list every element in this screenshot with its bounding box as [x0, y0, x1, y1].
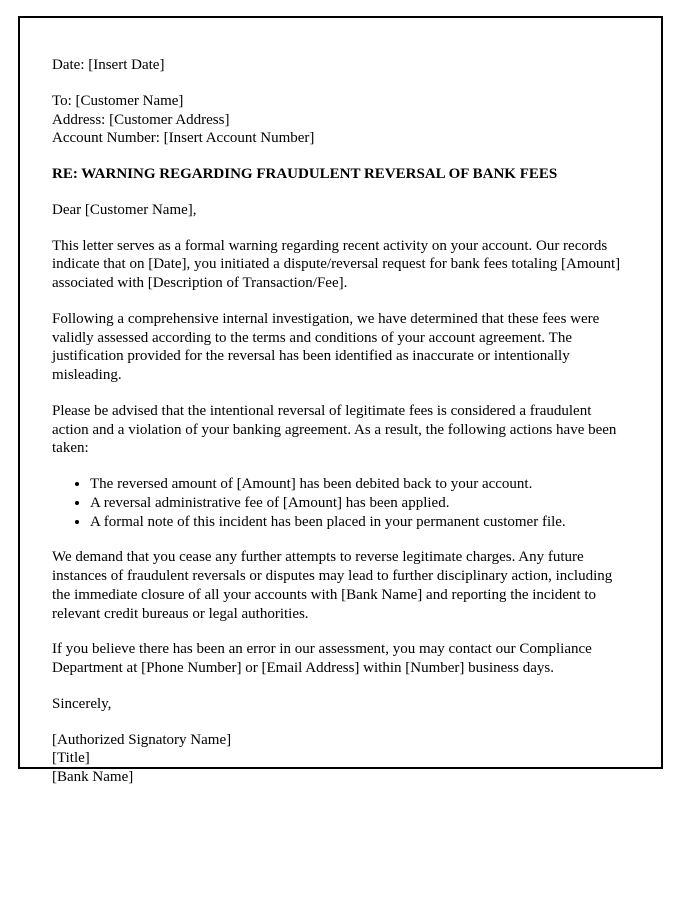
- paragraph-demand: We demand that you cease any further attempts to reverse legitimate charges. Any future instances of fraudulent reversals or disputes may lead to further disciplinary action, including the immediate closure of all your accounts with [Bank Name] and reporting the incident to relevant credit bureaus or legal authorities.: [52, 549, 613, 622]
- paragraph-advisement: Please be advised that the intentional reversal of legitimate fees is considered a fraudulent action and a violation of your banking agreement. As a result, the following actions have been taken:: [52, 402, 617, 457]
- subject-line: RE: WARNING REGARDING FRAUDULENT REVERSAL OF BANK FEES: [52, 166, 558, 182]
- to-line: To: [Customer Name]: [52, 92, 184, 109]
- bank-name-line: [Bank Name]: [52, 769, 134, 785]
- actions-taken-list: [52, 475, 629, 531]
- recipient-block: [52, 92, 629, 148]
- list-item: • A formal note of this incident has been placed in your permanent customer file.: [90, 513, 629, 532]
- address-line: Address: [Customer Address]: [52, 111, 230, 128]
- date-line: Date: [Insert Date]: [52, 57, 165, 73]
- closing-line: Sincerely,: [52, 695, 112, 712]
- account-number-line: Account Number: [Insert Account Number]: [52, 130, 315, 147]
- date-block: [52, 56, 629, 75]
- paragraph-contact: If you believe there has been an error in our assessment, you may contact our Compliance Department at [Phone Number] or [Email Address] within [Number] business days.: [52, 641, 592, 676]
- signatory-title-line: [Title]: [52, 750, 90, 767]
- list-item: • The reversed amount of [Amount] has been debited back to your account.: [90, 475, 629, 494]
- salutation: Dear [Customer Name],: [52, 201, 197, 218]
- paragraph-investigation: Following a comprehensive internal investigation, we have determined that these fees were validly assessed according to the terms and conditions of your account agreement. The justification provided for the reversal has been identified as inaccurate or intentionally misleading.: [52, 310, 600, 383]
- paragraph-intro: This letter serves as a formal warning regarding recent activity on your account. Our records indicate that on [Date], you initiated a dispute/reversal request for bank fees totaling [Amount] associated with [Description of Transaction/Fee].: [52, 237, 621, 291]
- signatory-name-line: [Authorized Signatory Name]: [52, 731, 232, 748]
- letter-document: [18, 16, 663, 785]
- signature-block: [52, 731, 629, 787]
- list-item: • A reversal administrative fee of [Amount] has been applied.: [90, 494, 629, 513]
